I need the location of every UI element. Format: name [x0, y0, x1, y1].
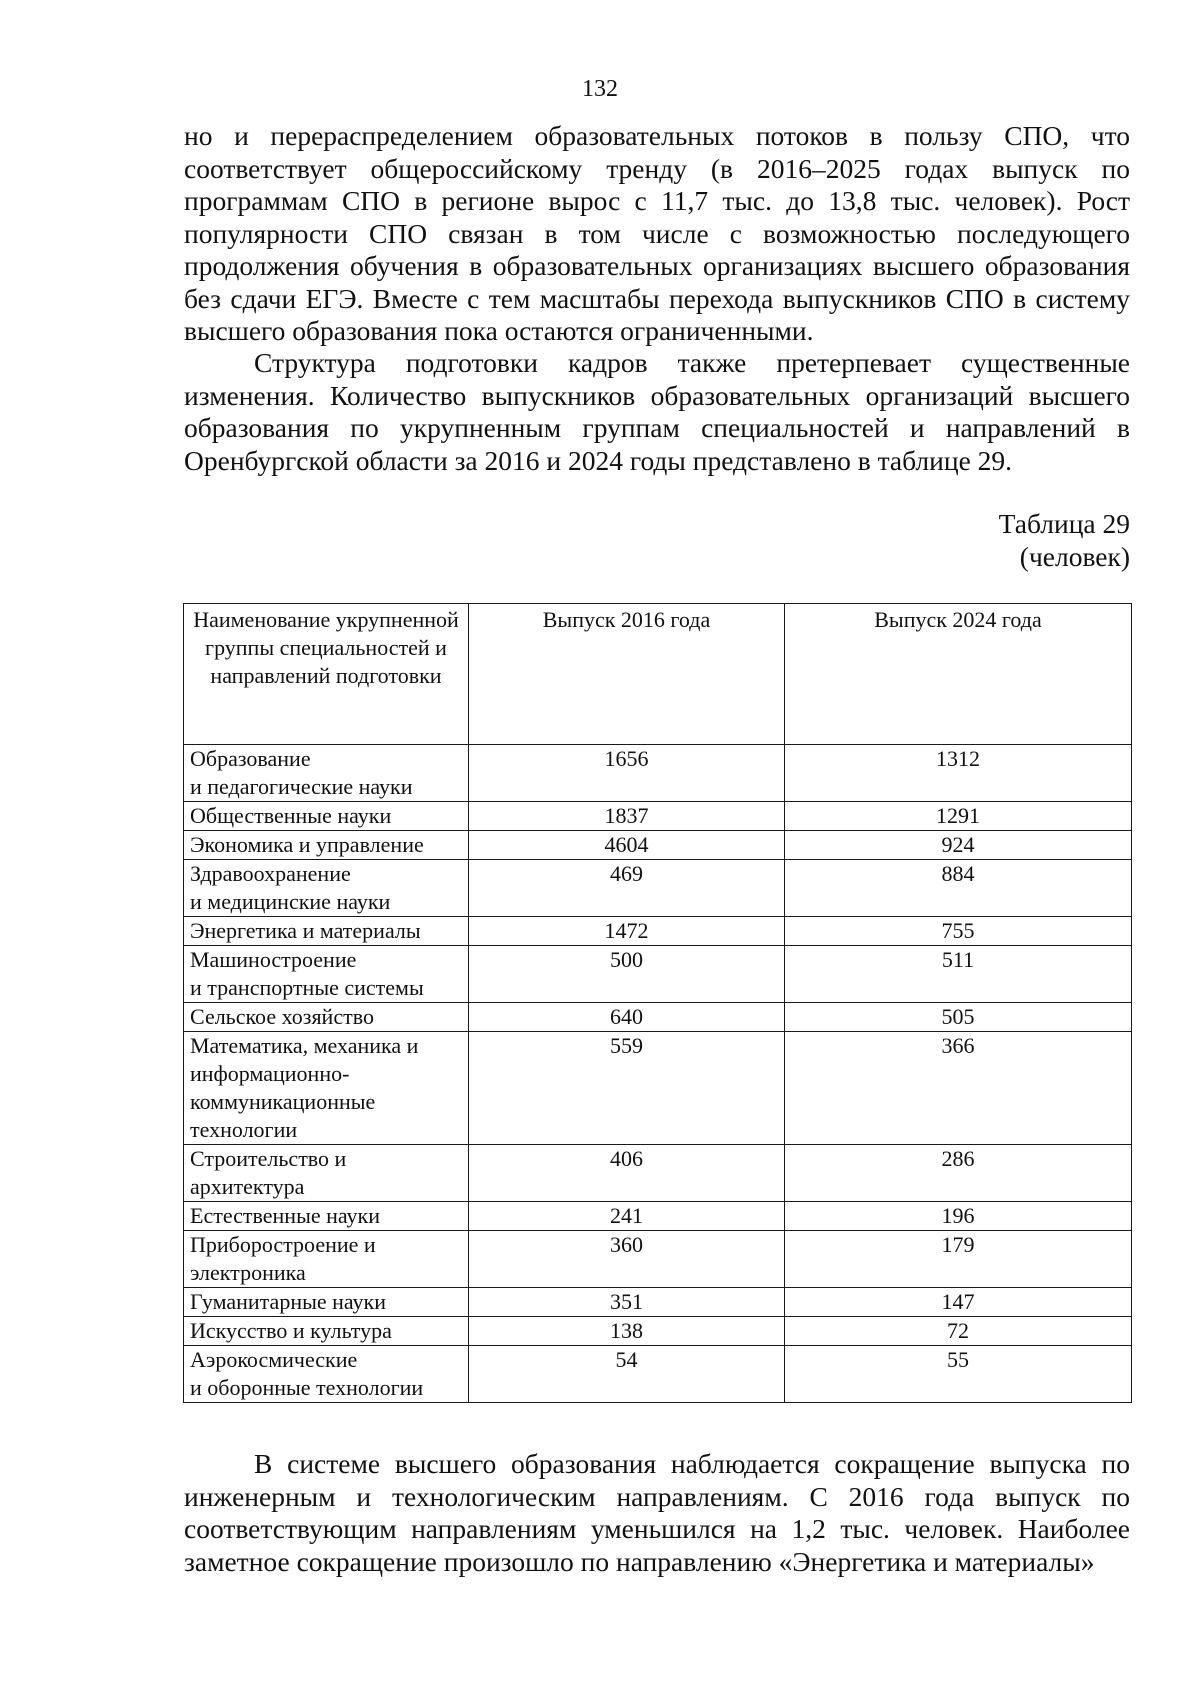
value-2024-cell: 196	[785, 1202, 1132, 1231]
group-name-cell: Искусство и культура	[184, 1317, 469, 1346]
table-row	[184, 831, 1132, 860]
table-row	[184, 1346, 1132, 1403]
table-unit: (человек)	[1019, 541, 1130, 572]
group-name-cell: Экономика и управление	[184, 831, 469, 860]
group-name-cell: Здравоохранение и медицинские науки	[184, 860, 469, 917]
value-2024-cell: 505	[785, 1003, 1132, 1032]
value-2024-cell: 366	[785, 1032, 1132, 1145]
value-2024-cell: 884	[785, 860, 1132, 917]
paragraph-continuation: но и перераспределением образовательных потоков в пользу СПО, что соответствует общероссийскому тренду (в 2016–2025 годах выпуск по программам СПО в регионе вырос с 11,7 тыс. до 13,8 тыс. человек). Рост популярности СПО связан в том числе с возможностью последующего продолжения обучения в образовательных организациях высшего образования без сдачи ЕГЭ. Вместе с тем масштабы перехода выпускников СПО в систему высшего образования пока остаются ограниченными.	[184, 120, 1130, 346]
value-2016-cell: 4604	[469, 831, 785, 860]
table-row	[184, 860, 1132, 917]
table-caption: Таблица 29	[998, 508, 1130, 539]
value-2024-cell: 924	[785, 831, 1132, 860]
value-2024-cell: 1312	[785, 745, 1132, 802]
value-2024-cell: 755	[785, 917, 1132, 946]
group-name-cell: Машиностроение и транспортные системы	[184, 946, 469, 1003]
value-2024-cell: 511	[785, 946, 1132, 1003]
value-2016-cell: 559	[469, 1032, 785, 1145]
header-2016: Выпуск 2016 года	[469, 604, 785, 745]
table-row	[184, 1231, 1132, 1288]
table-row	[184, 1032, 1132, 1145]
value-2016-cell: 138	[469, 1317, 785, 1346]
group-name-cell: Аэрокосмические и оборонные технологии	[184, 1346, 469, 1403]
value-2016-cell: 469	[469, 860, 785, 917]
group-name-cell: Естественные науки	[184, 1202, 469, 1231]
page-number: 132	[582, 76, 618, 102]
value-2016-cell: 360	[469, 1231, 785, 1288]
group-name-cell: Математика, механика и информационно-коммуникационные технологии	[184, 1032, 469, 1145]
graduates-table	[183, 603, 1132, 1403]
table-row	[184, 917, 1132, 946]
value-2016-cell: 1472	[469, 917, 785, 946]
value-2016-cell: 241	[469, 1202, 785, 1231]
table-row	[184, 1288, 1132, 1317]
value-2016-cell: 351	[469, 1288, 785, 1317]
table-row	[184, 745, 1132, 802]
group-name-cell: Образование и педагогические науки	[184, 745, 469, 802]
table-row	[184, 946, 1132, 1003]
value-2016-cell: 406	[469, 1145, 785, 1202]
value-2016-cell: 640	[469, 1003, 785, 1032]
value-2016-cell: 1656	[469, 745, 785, 802]
group-name-cell: Сельское хозяйство	[184, 1003, 469, 1032]
group-name-cell: Общественные науки	[184, 802, 469, 831]
value-2024-cell: 147	[785, 1288, 1132, 1317]
table-row	[184, 1202, 1132, 1231]
table-row	[184, 1317, 1132, 1346]
table-row	[184, 1003, 1132, 1032]
group-name-cell: Строительство и архитектура	[184, 1145, 469, 1202]
value-2024-cell: 286	[785, 1145, 1132, 1202]
group-name-cell: Гуманитарные науки	[184, 1288, 469, 1317]
paragraph-table-intro: Структура подготовки кадров также претерпевает существенные изменения. Количество выпускников образовательных организаций высшего образования по укрупненным группам специальностей и направлений в Оренбургской области за 2016 и 2024 годы представлено в таблице 29.	[184, 347, 1130, 476]
value-2016-cell: 500	[469, 946, 785, 1003]
value-2024-cell: 55	[785, 1346, 1132, 1403]
value-2016-cell: 54	[469, 1346, 785, 1403]
value-2016-cell: 1837	[469, 802, 785, 831]
value-2024-cell: 72	[785, 1317, 1132, 1346]
group-name-cell: Энергетика и материалы	[184, 917, 469, 946]
table-header-row	[184, 604, 1132, 745]
paragraph-conclusion: В системе высшего образования наблюдается сокращение выпуска по инженерным и технологическим направлениям. С 2016 года выпуск по соответствующим направлениям уменьшился на 1,2 тыс. человек. Наиболее заметное сокращение произошло по направлению «Энергетика и материалы»	[184, 1448, 1130, 1577]
header-2024: Выпуск 2024 года	[785, 604, 1132, 745]
value-2024-cell: 1291	[785, 802, 1132, 831]
header-group-name: Наименование укрупненной группы специальностей и направлений подготовки	[184, 604, 469, 745]
table-row	[184, 1145, 1132, 1202]
table-row	[184, 802, 1132, 831]
value-2024-cell: 179	[785, 1231, 1132, 1288]
group-name-cell: Приборостроение и электроника	[184, 1231, 469, 1288]
